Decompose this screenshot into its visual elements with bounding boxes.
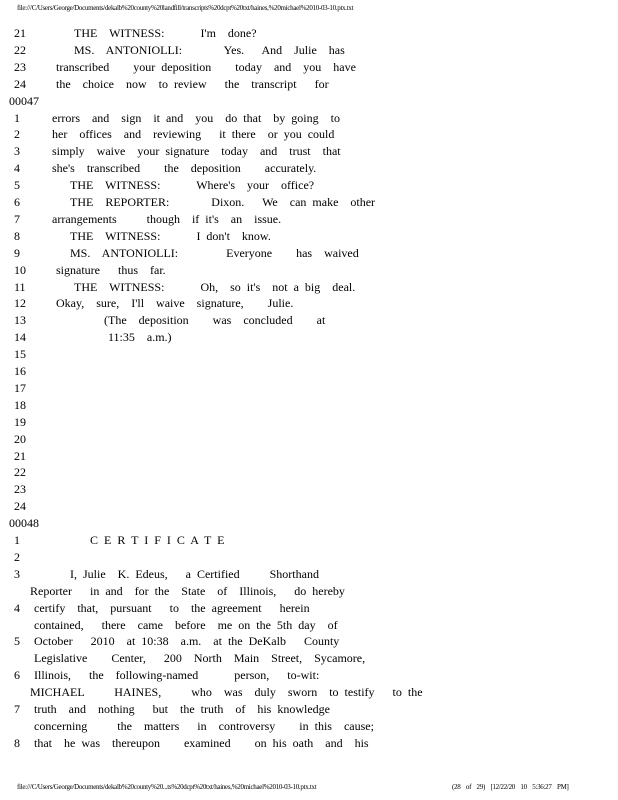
- line-text: THE WITNESS: Where's your office?: [70, 178, 315, 193]
- line-number: 9: [14, 245, 20, 260]
- line-number: 24: [14, 76, 26, 91]
- line-text: Okay, sure, I'll waive signature, Julie.: [56, 296, 294, 311]
- page-number: 00047: [9, 93, 39, 108]
- line-number: 5: [14, 178, 20, 193]
- line-number: 21: [14, 26, 26, 40]
- line-text: Reporter in and for the State of Illinois, do hereby: [30, 583, 345, 598]
- line-number: 7: [14, 702, 20, 716]
- line-number: 16: [14, 364, 26, 378]
- line-number: 1: [14, 533, 20, 547]
- line-number: 3: [14, 566, 20, 581]
- line-text: arrangements though if it's an issue.: [52, 211, 282, 226]
- page-number: 00048: [9, 516, 39, 531]
- line-text: her offices and reviewing it there or you could: [52, 127, 335, 142]
- line-text: C E R T I F I C A T E: [90, 533, 225, 547]
- line-number: 12: [14, 296, 26, 311]
- page-header-path: file:///C/Users/George/Documents/dekalb%20county%20landfill/transcripts%20dcpt%20txt/haines,%20michael%2010-03-10.ptx.txt: [17, 4, 354, 12]
- line-number: 6: [14, 195, 20, 209]
- line-text: THE WITNESS: I'm done?: [74, 26, 257, 40]
- line-number: 13: [14, 313, 26, 328]
- line-text: certify that, pursuant to the agreement herein: [34, 600, 310, 615]
- line-text: she's transcribed the deposition accurately.: [52, 161, 317, 176]
- page-footer-info: (28 of 29) [12/22/20 10 5:36:27 PM]: [452, 783, 569, 791]
- line-text: simply waive your signature today and trust that: [52, 144, 341, 159]
- line-text: 11:35 a.m.): [108, 330, 172, 345]
- line-text: THE WITNESS: Oh, so it's not a big deal.: [74, 279, 356, 294]
- line-number: 2: [14, 127, 20, 142]
- line-number: 1: [14, 110, 20, 125]
- line-text: THE WITNESS: I don't know.: [70, 228, 271, 243]
- line-text: MICHAEL HAINES, who was duly sworn to testify to the: [30, 685, 423, 700]
- line-number: 11: [14, 279, 26, 294]
- line-number: 23: [14, 59, 26, 74]
- line-text: MS. ANTONIOLLI: Everyone has waived: [70, 245, 359, 260]
- line-number: 20: [14, 431, 26, 446]
- line-number: 19: [14, 414, 26, 429]
- line-text: I, Julie K. Edeus, a Certified Shorthand: [70, 566, 319, 581]
- line-number: 6: [14, 668, 20, 683]
- line-number: 14: [14, 330, 26, 345]
- line-text: THE REPORTER: Dixon. We can make other: [70, 195, 376, 209]
- line-number: 15: [14, 347, 26, 362]
- line-text: contained, there came before me on the 5th day of: [34, 617, 338, 632]
- line-text: MS. ANTONIOLLI: Yes. And Julie has: [74, 42, 345, 57]
- line-text: concerning the matters in controversy in this cause;: [34, 718, 374, 733]
- line-number: 24: [14, 499, 26, 514]
- page-footer-path: file:///C/Users/George/Documents/dekalb%20county%20...ts%20dcpt%20txt/haines,%20michael%2010-03-10.ptx.txt: [17, 783, 317, 791]
- line-number: 17: [14, 380, 26, 395]
- line-number: 22: [14, 465, 26, 480]
- line-number: 8: [14, 735, 20, 750]
- line-text: truth and nothing but the truth of his knowledge: [34, 702, 330, 716]
- line-text: errors and sign it and you do that by going to: [52, 110, 340, 125]
- line-number: 22: [14, 42, 26, 57]
- line-number: 4: [14, 161, 20, 176]
- line-number: 4: [14, 600, 20, 615]
- line-text: the choice now to review the transcript for: [56, 76, 329, 91]
- line-text: (The deposition was concluded at: [104, 313, 326, 328]
- line-number: 21: [14, 448, 26, 463]
- line-text: transcribed your deposition today and you have: [56, 59, 356, 74]
- line-number: 5: [14, 634, 20, 649]
- line-number: 7: [14, 211, 20, 226]
- line-number: 2: [14, 549, 20, 564]
- line-number: 10: [14, 262, 26, 277]
- line-number: 3: [14, 144, 20, 159]
- line-text: Illinois, the following-named person, to-wit:: [34, 668, 320, 683]
- line-number: 18: [14, 397, 26, 412]
- line-number: 23: [14, 482, 26, 497]
- line-number: 8: [14, 228, 20, 243]
- line-text: signature thus far.: [56, 262, 166, 277]
- line-text: that he was thereupon examined on his oath and his: [34, 735, 369, 750]
- line-text: October 2010 at 10:38 a.m. at the DeKalb County: [34, 634, 340, 649]
- line-text: Legislative Center, 200 North Main Street, Sycamore,: [34, 651, 366, 666]
